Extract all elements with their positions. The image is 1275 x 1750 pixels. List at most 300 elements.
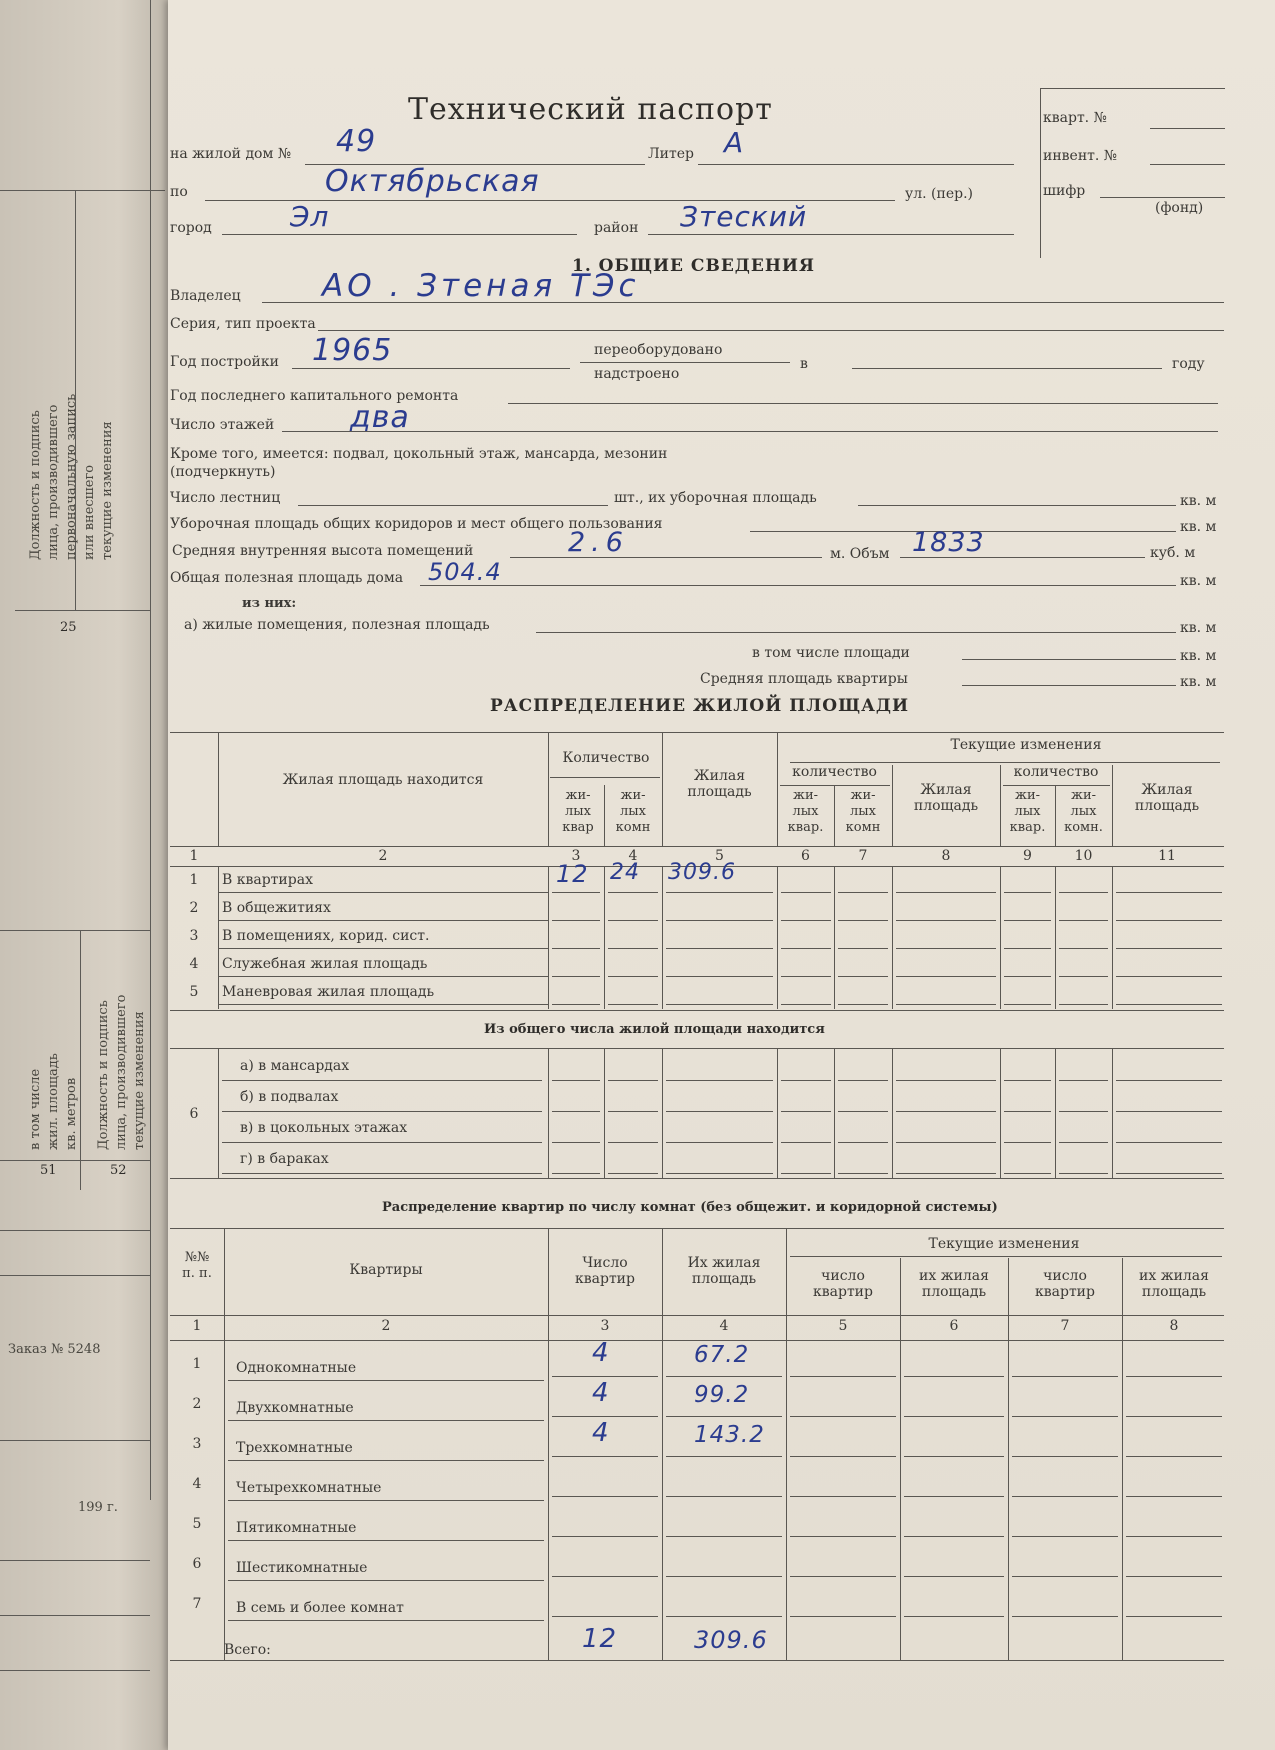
kvart-underline	[1150, 128, 1225, 129]
cell-underline	[1012, 1376, 1118, 1377]
back-divider	[15, 610, 150, 611]
back-rot-text: первоначальную запись	[64, 393, 79, 560]
table-col-rule	[834, 866, 835, 1009]
row-number: 3	[189, 928, 199, 944]
table-rule	[170, 1178, 1224, 1179]
col-header: их жилая площадь	[1139, 1268, 1209, 1300]
col-number: 4	[719, 1318, 729, 1334]
cell-underline	[1004, 1004, 1051, 1005]
col-header: Текущие изменения	[928, 1236, 1080, 1252]
cell-underline	[552, 976, 600, 977]
table-col-rule	[1000, 866, 1001, 1009]
floors-underline	[282, 431, 1218, 432]
col-header: количество	[792, 764, 877, 780]
owner-value: АО . Зтеная ТЭс	[322, 268, 640, 304]
back-col-number: 52	[110, 1163, 127, 1178]
back-rot-text: или внесшего	[82, 464, 97, 560]
col-number: 8	[1169, 1318, 1179, 1334]
back-divider	[150, 0, 151, 1500]
back-page	[0, 0, 170, 1750]
repair-year-underline	[852, 368, 1162, 369]
cell-count: 4	[592, 1378, 610, 1408]
order-note: Заказ № 5248	[8, 1342, 101, 1357]
house-value: 49	[336, 124, 377, 159]
cell-underline	[1116, 1173, 1222, 1174]
back-divider	[0, 1440, 150, 1441]
invent-underline	[1150, 164, 1225, 165]
cell-underline	[552, 1496, 658, 1497]
fond-label: (фонд)	[1155, 200, 1204, 216]
volume-value: 1833	[912, 527, 985, 558]
row-rule	[218, 892, 548, 893]
row-label: Служебная жилая площадь	[222, 956, 428, 972]
row-label: Маневровая жилая площадь	[222, 984, 435, 1000]
cell-underline	[781, 920, 831, 921]
table-col-rule	[892, 1048, 893, 1178]
cell-count: 4	[592, 1338, 610, 1368]
cell-underline	[838, 892, 888, 893]
cell-underline	[1059, 920, 1108, 921]
district-value: Зтеский	[680, 200, 808, 233]
table-rule	[170, 846, 1224, 847]
cell-underline	[608, 1111, 658, 1112]
invent-label: инвент. №	[1043, 148, 1118, 164]
distribution-subtitle: Из общего числа жилой площади находится	[484, 1022, 825, 1037]
table-col-rule	[662, 1048, 663, 1178]
table-col-rule	[218, 866, 219, 1009]
cell-underline	[552, 1142, 600, 1143]
cell-underline	[1059, 1080, 1108, 1081]
row-number: 4	[189, 956, 199, 972]
cell-underline	[1004, 948, 1051, 949]
col-number: 1	[189, 848, 199, 864]
table-col-rule	[662, 866, 663, 1009]
cell-underline	[790, 1456, 896, 1457]
row-rule	[222, 1142, 542, 1143]
cell-underline	[666, 948, 773, 949]
row-number: 5	[192, 1516, 202, 1532]
row-rule	[222, 1111, 542, 1112]
col-header: жи- лых квар	[562, 788, 594, 835]
cell-underline	[666, 1111, 773, 1112]
row-label: В семь и более комнат	[236, 1600, 404, 1616]
house-label: на жилой дом №	[170, 146, 292, 162]
table-rule	[780, 785, 890, 786]
reequipped-underline	[580, 362, 790, 363]
col-number: 9	[1023, 848, 1032, 864]
table-col-rule	[1055, 866, 1056, 1009]
kvm-unit: кв. м	[1180, 648, 1217, 664]
row-rule	[228, 1580, 544, 1581]
cell-underline	[552, 948, 600, 949]
built-up-label: надстроено	[594, 366, 680, 382]
cell-underline	[552, 1616, 658, 1617]
row-label: Двухкомнатные	[236, 1400, 354, 1416]
row-rule	[222, 1080, 542, 1081]
cell-underline	[1059, 1142, 1108, 1143]
cell-underline	[552, 1536, 658, 1537]
row-number: 3	[192, 1436, 202, 1452]
total-label: Всего:	[224, 1642, 271, 1658]
back-divider	[0, 1670, 150, 1671]
table-rule	[170, 1340, 1224, 1341]
col-number: 7	[858, 848, 868, 864]
cell-underline	[896, 892, 996, 893]
besides-label: Кроме того, имеется: подвал, цокольный этаж, мансарда, мезонин	[170, 446, 668, 462]
col-header: Количество	[562, 750, 650, 766]
cell-underline	[666, 1142, 773, 1143]
row-number: 4	[192, 1476, 202, 1492]
col-header: Текущие изменения	[950, 737, 1102, 753]
col-header: число квартир	[813, 1268, 873, 1300]
incl-underline	[962, 659, 1176, 660]
back-divider	[0, 930, 150, 931]
cell-underline	[1126, 1576, 1222, 1577]
cell-underline	[896, 976, 996, 977]
avg-underline	[962, 685, 1176, 686]
cell-underline	[1126, 1456, 1222, 1457]
row-label: Трехкомнатные	[236, 1440, 353, 1456]
stairs-label: Число лестниц	[170, 490, 281, 506]
cell-underline	[552, 1173, 600, 1174]
cell-underline	[1126, 1376, 1222, 1377]
total-area-label: Общая полезная площадь дома	[170, 570, 404, 586]
row-label: Шестикомнатные	[236, 1560, 368, 1576]
living-label: а) жилые помещения, полезная площадь	[184, 617, 490, 633]
cell-underline	[608, 892, 658, 893]
sub-row-label: в) в цокольных этажах	[240, 1120, 408, 1136]
cell-underline	[608, 1142, 658, 1143]
back-rot-text: Должность и подпись	[96, 1000, 111, 1150]
table-rule	[170, 1048, 1224, 1049]
row-rule	[228, 1380, 544, 1381]
corner-box-left	[1040, 88, 1041, 258]
cell-underline	[904, 1616, 1004, 1617]
cell-underline	[666, 1496, 782, 1497]
cell-underline	[781, 1004, 831, 1005]
of-them-label: из них:	[242, 596, 297, 611]
row-label: Пятикомнатные	[236, 1520, 357, 1536]
sub-row-label: г) в бараках	[240, 1151, 329, 1167]
city-label: город	[170, 220, 212, 236]
cell-underline	[552, 1416, 658, 1417]
col-number: 5	[715, 848, 724, 864]
table-col-rule	[604, 866, 605, 1009]
total-area-value: 504.4	[428, 558, 502, 586]
row-rule	[218, 948, 548, 949]
last-repair-underline	[508, 403, 1218, 404]
table-rule	[170, 1010, 1224, 1011]
cell-underline	[896, 1004, 996, 1005]
cell-underline	[904, 1576, 1004, 1577]
cell-underline	[1059, 1111, 1108, 1112]
cell-underline	[666, 1376, 782, 1377]
last-repair-label: Год последнего капитального ремонта	[170, 388, 459, 404]
cell-underline	[896, 948, 996, 949]
cell-underline	[838, 976, 888, 977]
row-number: 1	[192, 1356, 202, 1372]
back-divider	[0, 1560, 150, 1561]
street-value: Октябрьская	[325, 164, 540, 199]
kvm-unit: кв. м	[1180, 573, 1217, 589]
cell-underline	[1059, 892, 1108, 893]
cell-underline	[1126, 1416, 1222, 1417]
back-rot-text: Должность и подпись	[28, 410, 43, 560]
cell-underline	[781, 976, 831, 977]
table-col-rule	[218, 1048, 219, 1178]
row-label: В общежитиях	[222, 900, 331, 916]
floors-label: Число этажей	[170, 417, 275, 433]
apartments-title: Распределение квартир по числу комнат (без общежит. и коридорной системы)	[382, 1200, 998, 1215]
cell-underline	[552, 1456, 658, 1457]
cell-underline	[552, 892, 600, 893]
cell-underline	[608, 1173, 658, 1174]
series-underline	[318, 330, 1224, 331]
cell-underline	[1004, 1080, 1051, 1081]
shifr-label: шифр	[1043, 183, 1086, 199]
cell-underline	[896, 1111, 996, 1112]
col-header: Жилая площадь	[687, 768, 752, 800]
back-divider	[0, 1230, 150, 1231]
cell-underline	[790, 1576, 896, 1577]
kvm-unit: кв. м	[1180, 674, 1217, 690]
reequipped-label: переоборудовано	[594, 342, 723, 358]
total-count: 12	[582, 1624, 618, 1654]
cell-underline	[838, 1173, 888, 1174]
cell-underline	[552, 1080, 600, 1081]
table-rule	[550, 777, 660, 778]
cell-underline	[666, 1576, 782, 1577]
table-col-rule	[548, 1048, 549, 1178]
sub-row-label: б) в подвалах	[240, 1089, 339, 1105]
col-header: число квартир	[1035, 1268, 1095, 1300]
cell-underline	[552, 1576, 658, 1577]
year-suffix: году	[1172, 356, 1205, 372]
cell-underline	[1004, 1173, 1051, 1174]
total-area-underline	[420, 585, 1176, 586]
col-header: Квартиры	[349, 1262, 423, 1278]
cell-underline	[781, 948, 831, 949]
col-number: 6	[801, 848, 810, 864]
cell-underline	[608, 976, 658, 977]
table-bottom-rule	[170, 1660, 1224, 1661]
cell-underline	[608, 1080, 658, 1081]
in-label: в	[800, 356, 808, 372]
cell-underline	[666, 1416, 782, 1417]
cell-underline	[666, 1004, 773, 1005]
col-header: №№ п. п.	[182, 1250, 212, 1281]
cell-area: 143.2	[694, 1422, 765, 1448]
back-rot-text: лица, производившего	[46, 404, 61, 560]
table-top-rule	[170, 1228, 1224, 1229]
table-rule	[790, 1256, 1222, 1257]
col-number: 1	[192, 1318, 202, 1334]
cell-underline	[790, 1416, 896, 1417]
cell-underline	[1059, 948, 1108, 949]
cell-underline	[1116, 920, 1222, 921]
sub-row-label: а) в мансардах	[240, 1058, 350, 1074]
cell-underline	[1059, 1004, 1108, 1005]
cell-underline	[790, 1536, 896, 1537]
back-divider	[0, 1275, 150, 1276]
table-col-rule	[224, 1228, 225, 1660]
series-label: Серия, тип проекта	[170, 316, 316, 332]
back-rot-text: текущие изменения	[132, 1011, 147, 1150]
cell-underline	[896, 920, 996, 921]
row-rule	[218, 920, 548, 921]
row-label: В помещениях, корид. сист.	[222, 928, 430, 944]
back-rot-text: жил. площадь	[46, 1053, 61, 1150]
stairs-area-underline	[858, 505, 1176, 506]
col-number: 3	[600, 1318, 610, 1334]
table-col-rule	[777, 1048, 778, 1178]
cell-underline	[666, 920, 773, 921]
cell-underline	[904, 1456, 1004, 1457]
table-col-rule	[604, 1048, 605, 1178]
cell-underline	[790, 1496, 896, 1497]
cell-underline	[1116, 1004, 1222, 1005]
stairs-underline	[298, 505, 608, 506]
kvart-label: кварт. №	[1043, 110, 1107, 126]
col-number: 2	[381, 1318, 391, 1334]
cell-underline	[666, 1173, 773, 1174]
cell-underline	[1004, 1111, 1051, 1112]
cell-underline	[781, 1080, 831, 1081]
cell-underline	[1004, 920, 1051, 921]
col-number: 10	[1074, 848, 1093, 864]
cell-underline	[1116, 1080, 1222, 1081]
distribution-title: РАСПРЕДЕЛЕНИЕ ЖИЛОЙ ПЛОЩАДИ	[490, 696, 910, 716]
cell-area: 99.2	[694, 1382, 750, 1408]
cell-underline	[838, 948, 888, 949]
back-rot-text: в том числе	[28, 1068, 43, 1150]
cell-underline	[1126, 1496, 1222, 1497]
year-built-value: 1965	[312, 333, 393, 368]
avg-label: Средняя площадь квартиры	[700, 671, 908, 687]
cell-area: 309.6	[668, 860, 736, 885]
cell-underline	[666, 976, 773, 977]
district-label: район	[594, 220, 639, 236]
col-number: 6	[949, 1318, 959, 1334]
back-rot-text: лица, производившего	[114, 994, 129, 1150]
back-divider	[0, 190, 165, 191]
cell-underline	[608, 948, 658, 949]
table-rule	[790, 762, 1220, 763]
cell-underline	[838, 920, 888, 921]
col-header: Число квартир	[575, 1255, 635, 1287]
back-divider	[0, 1160, 150, 1161]
cell-underline	[1116, 1142, 1222, 1143]
col-header: жи- лых комн	[845, 788, 881, 835]
row-number: 2	[192, 1396, 202, 1412]
back-col-number: 25	[60, 620, 77, 635]
volume-units: куб. м	[1150, 545, 1196, 561]
incl-label: в том числе площади	[752, 645, 910, 661]
kvm-unit: кв. м	[1180, 493, 1217, 509]
table-col-rule	[834, 1048, 835, 1178]
street-suffix: ул. (пер.)	[905, 186, 973, 202]
total-area: 309.6	[694, 1626, 768, 1654]
cell-underline	[552, 1004, 600, 1005]
owner-label: Владелец	[170, 288, 241, 304]
cell-underline	[1012, 1456, 1118, 1457]
cell-underline	[838, 1004, 888, 1005]
street-label: по	[170, 184, 188, 200]
liter-value: А	[724, 126, 745, 159]
col-header: жи- лых комн.	[1064, 788, 1103, 835]
table-col-rule	[662, 1228, 663, 1660]
cell-underline	[608, 920, 658, 921]
table-col-rule	[548, 866, 549, 1009]
cell-underline	[781, 1142, 831, 1143]
row-number: 7	[192, 1596, 202, 1612]
cell-underline	[552, 1111, 600, 1112]
table-col-rule	[548, 732, 549, 846]
cell-underline	[838, 1080, 888, 1081]
year-built-underline	[292, 368, 570, 369]
height-underline	[510, 557, 822, 558]
table-col-rule	[1055, 1048, 1056, 1178]
col-header: количество	[1013, 764, 1099, 780]
cell-underline	[552, 920, 600, 921]
table-col-rule	[1112, 866, 1113, 1009]
cell-underline	[781, 1111, 831, 1112]
cell-underline	[1116, 976, 1222, 977]
table-top-rule	[170, 732, 1224, 733]
col-number: 3	[571, 848, 581, 864]
district-underline	[648, 234, 1014, 235]
cell-underline	[1116, 892, 1222, 893]
col-header: их жилая площадь	[919, 1268, 989, 1300]
page-title: Технический паспорт	[408, 92, 773, 127]
row-rule	[218, 976, 548, 977]
cell-underline	[781, 1173, 831, 1174]
row-label: Однокомнатные	[236, 1360, 357, 1376]
cell-underline	[1012, 1416, 1118, 1417]
table-col-rule	[548, 1228, 549, 1660]
height-value: 2.6	[568, 527, 629, 558]
table-rule	[1003, 785, 1110, 786]
cell-underline	[666, 1616, 782, 1617]
cell-underline	[1059, 1173, 1108, 1174]
cell-underline	[896, 1080, 996, 1081]
col-header: Жилая площадь находится	[282, 772, 484, 788]
cell-underline	[1012, 1496, 1118, 1497]
col-number: 7	[1060, 1318, 1070, 1334]
table-rule	[170, 1315, 1224, 1316]
cell-underline	[1126, 1536, 1222, 1537]
back-rot-text: кв. метров	[64, 1077, 79, 1150]
col-header: жи- лых комн	[615, 788, 651, 835]
cell-underline	[666, 1080, 773, 1081]
col-number: 4	[628, 848, 638, 864]
cell-underline	[838, 1142, 888, 1143]
row-number: 6	[192, 1556, 202, 1572]
col-number: 2	[378, 848, 388, 864]
cell-underline	[1116, 1111, 1222, 1112]
kvm-unit: кв. м	[1180, 620, 1217, 636]
cell-underline	[1012, 1576, 1118, 1577]
cell-komn: 24	[610, 860, 640, 885]
cell-underline	[666, 1536, 782, 1537]
floors-value: два	[350, 400, 410, 435]
col-header: Жилая площадь	[913, 782, 979, 814]
city-value: Эл	[290, 200, 330, 233]
city-underline	[222, 234, 577, 235]
col-header: Их жилая площадь	[687, 1255, 761, 1287]
cell-underline	[896, 1173, 996, 1174]
underline-note: (подчеркнуть)	[170, 464, 276, 480]
